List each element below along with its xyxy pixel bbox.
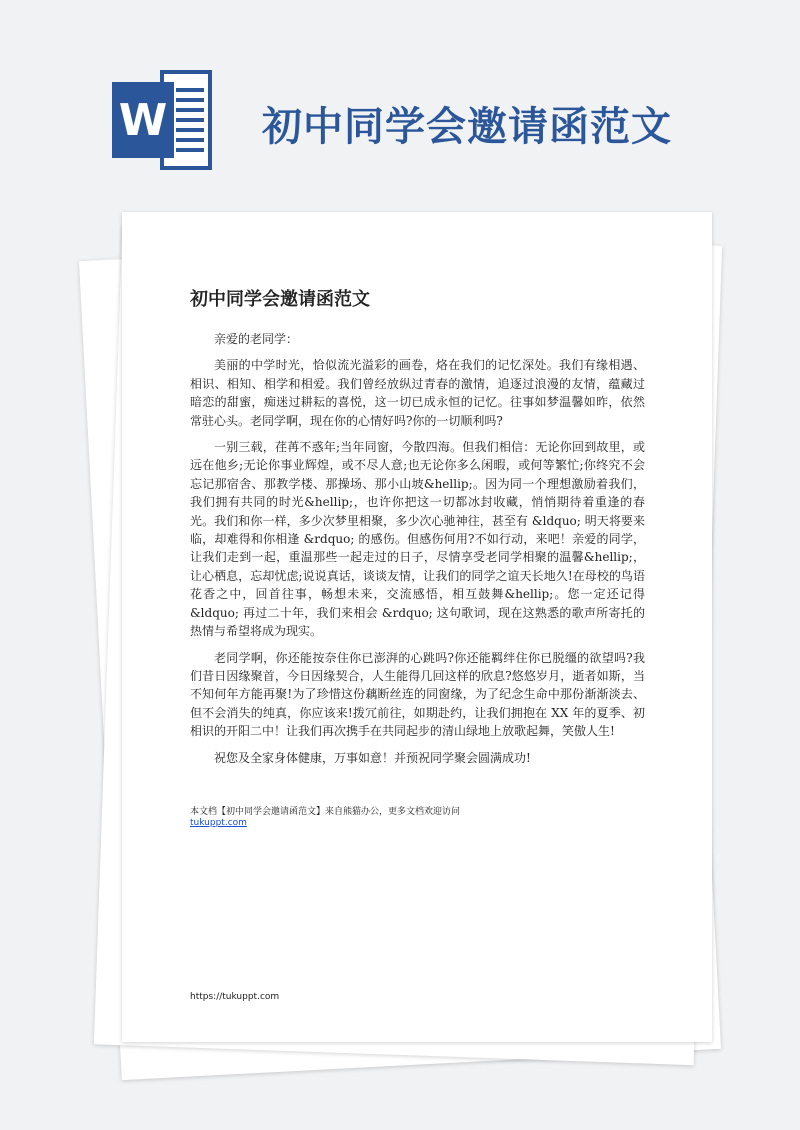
bottom-url: https://tukuppt.com xyxy=(190,992,280,1002)
document-title: 初中同学会邀请函范文 xyxy=(190,289,370,310)
paragraph-3: 老同学啊，你还能按奈住你已澎湃的心跳吗?你还能羁绊住你已脱缰的欲望吗?我们昔日因缘聚首，今日因缘契合，人生能得几回这样的欣息?悠悠岁月，逝者如斯，当不知何年方能再聚!为了珍惜这份藕断丝连的同窗缘，为了纪念生命中那份渐渐淡去、但不会消失的纯真，你应该来!拨冗前往，如期赴约，让我们拥抱在 XX 年的夏季、初相识的开阳二中！让我们再次携手在共同起步的清山绿地上放歌起舞，笑傲人生! xyxy=(190,650,645,739)
document-body xyxy=(190,330,645,775)
paragraph-2: 一别三载，荏苒不惑年;当年同窗，今散四海。但我们相信：无论你回到故里，或远在他乡;无论你事业辉煌，或不尽人意;也无论你多么闲暇，或何等繁忙;你终究不会忘记那宿舍、那教学楼、那操场、那小山坡&hellip;。因为同一个理想激励着我们，我们拥有共同的时光&hellip;，也许你把这一切都冰封收藏，悄悄期待着重逢的春光。我们和你一样，多少次梦里相聚，多少次心驰神往，甚至有 &ldquo; 明天将要来临，却难得和你相逢 &rdquo; 的感伤。但感伤何用?不如行动，来吧！亲爱的同学，让我们走到一起，重温那些一起走过的日子，尽情享受老同学相聚的温馨&hellip;，让心栖息，忘却忧虑;说说真话，谈谈友情，让我们的同学之谊天长地久!在母校的鸟语花香之中，回首往事，畅想未来，交流感悟，相互鼓舞&hellip;。您一定还记得 &ldquo; 再过二十年，我们来相会 &rdquo; 这句歌词，现在这熟悉的歌声所寄托的热情与希望将成为现实。 xyxy=(190,440,645,639)
word-lines xyxy=(176,88,204,172)
paragraph-1: 美丽的中学时光，恰似流光溢彩的画卷，烙在我们的记忆深处。我们有缘相遇、相识、相知、相学和相爱。我们曾经放纵过青春的激情，追逐过浪漫的友情，蕴藏过暗恋的甜蜜，痴迷过耕耘的喜悦，这一切已成永恒的记忆。往事如梦温馨如昨，依然常驻心头。老同学啊，现在你的心情好吗?你的一切顺利吗? xyxy=(190,358,645,428)
paragraph-4: 祝您及全家身体健康，万事如意！并预祝同学聚会圆满成功! xyxy=(214,750,531,765)
footer-note: 本文档【初中同学会邀请函范文】来自熊猫办公，更多文档欢迎访问 xyxy=(190,807,461,817)
banner-title: 初中同学会邀请函范文 xyxy=(262,104,672,150)
footer-link[interactable]: tukuppt.com xyxy=(190,818,247,828)
word-badge: W xyxy=(112,82,174,158)
word-icon xyxy=(112,70,212,170)
salutation: 亲爱的老同学： xyxy=(214,332,299,346)
